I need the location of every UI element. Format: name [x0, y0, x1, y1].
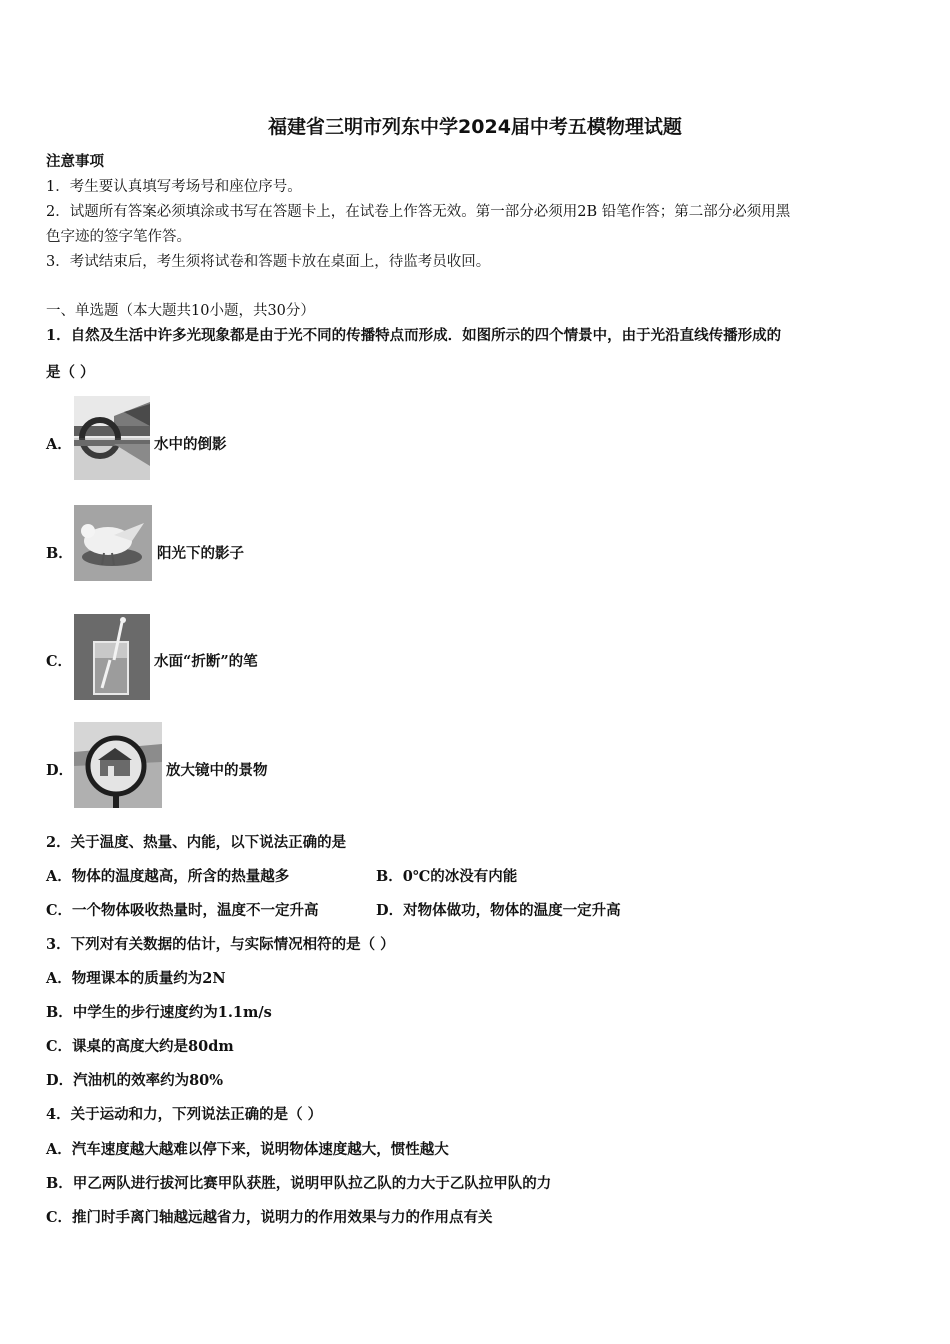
- pencil-in-water-image: [74, 614, 150, 700]
- q1-option-a-text: 水中的倒影: [154, 436, 227, 453]
- q3-option-b: B．中学生的步行速度约为1.1m/s: [46, 1004, 272, 1021]
- q1-option-b-text: 阳光下的影子: [157, 545, 244, 562]
- q4-stem: 4．关于运动和力，下列说法正确的是（ ）: [46, 1106, 323, 1123]
- q2-stem: 2．关于温度、热量、内能，以下说法正确的是: [46, 834, 347, 851]
- q2-option-c: C．一个物体吸收热量时，温度不一定升高: [46, 902, 319, 919]
- q2-option-b: B．0℃的冰没有内能: [376, 868, 518, 885]
- exam-title: 福建省三明市列东中学2024届中考五模物理试题: [268, 116, 682, 138]
- q1-option-d-text: 放大镜中的景物: [166, 762, 268, 779]
- q4-option-a: A．汽车速度越大越难以停下来，说明物体速度越大，惯性越大: [46, 1141, 449, 1158]
- q3-stem: 3．下列对有关数据的估计，与实际情况相符的是（ ）: [46, 936, 395, 953]
- q1-option-c-letter: C．: [46, 653, 73, 670]
- notice-line: 2．试题所有答案必须填涂或书写在答题卡上，在试卷上作答无效。第一部分必须用2B 铅笔作答；第二部分必须用黑: [46, 204, 791, 220]
- q2-option-d: D．对物体做功，物体的温度一定升高: [376, 902, 621, 919]
- dove-shadow-image: [74, 505, 152, 581]
- q3-option-d: D．汽油机的效率约为80%: [46, 1072, 224, 1089]
- bridge-reflection-image: [74, 396, 150, 480]
- notice-line: 3．考试结束后，考生须将试卷和答题卡放在桌面上，待监考员收回。: [46, 254, 491, 270]
- q3-option-c: C．课桌的高度大约是80dm: [46, 1038, 234, 1055]
- q1-option-c-text: 水面“折断”的笔: [154, 653, 258, 670]
- notice-heading: 注意事项: [46, 153, 104, 170]
- q1-option-d-letter: D．: [46, 762, 74, 779]
- q3-option-a: A．物理课本的质量约为2N: [46, 970, 226, 987]
- q1-stem-cont: 是（ ）: [46, 364, 95, 381]
- section-heading: 一、单选题（本大题共10小题，共30分）: [46, 303, 315, 319]
- q1-stem: 1．自然及生活中许多光现象都是由于光不同的传播特点而形成．如图所示的四个情景中，由于光沿直线传播形成的: [46, 327, 782, 344]
- notice-line: 色字迹的签字笔作答。: [46, 229, 191, 245]
- q4-option-c: C．推门时手离门轴越远越省力，说明力的作用效果与力的作用点有关: [46, 1209, 493, 1226]
- q1-option-a-letter: A．: [46, 436, 72, 453]
- q4-option-b: B．甲乙两队进行拔河比赛甲队获胜，说明甲队拉乙队的力大于乙队拉甲队的力: [46, 1175, 552, 1192]
- magnifier-image: [74, 722, 162, 808]
- q1-option-b-letter: B．: [46, 545, 73, 562]
- notice-line: 1．考生要认真填写考场号和座位序号。: [46, 179, 302, 195]
- q2-option-a: A．物体的温度越高，所含的热量越多: [46, 868, 290, 885]
